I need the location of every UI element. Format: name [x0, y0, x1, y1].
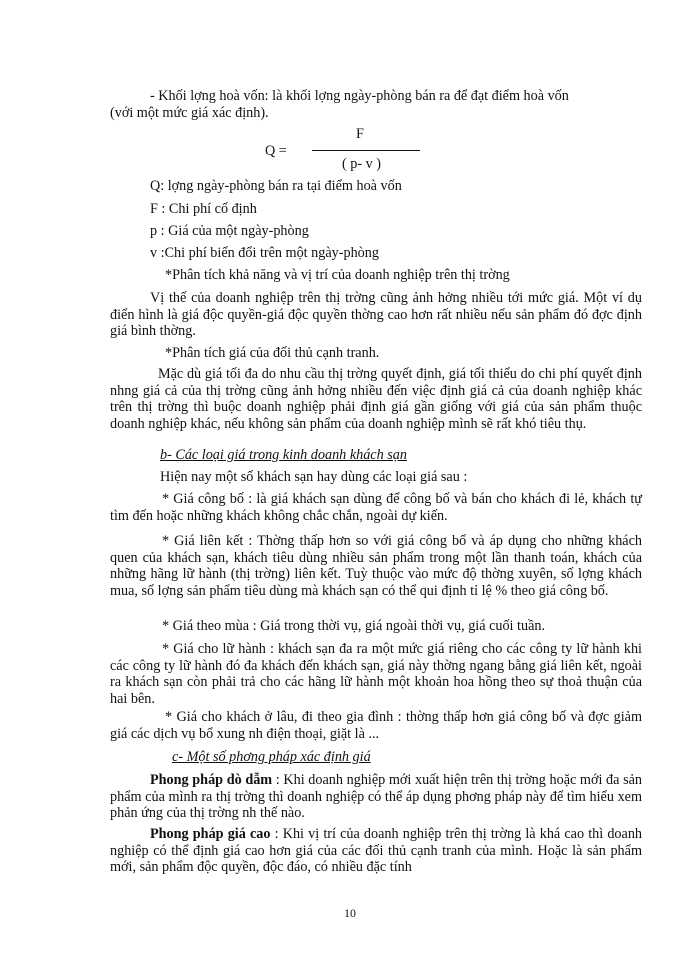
formula-fraction-bar — [312, 150, 420, 151]
method-high-price-text: : Khi vị trí của doanh nghiệp trên thị trờng là khá cao thì doanh nghiệp có thể định giá cao hơn giá của các đối thủ cạnh tranh của mình. Hoặc là sản phẩm mới, sản phẩm độc quyền, độc đáo, có nhiều đặc tính — [110, 826, 643, 875]
heading-market-analysis: *Phân tích khả năng và vị trí của doanh nghiệp trên thị trờng — [165, 267, 510, 283]
section-b-intro: Hiện nay một số khách sạn hay dùng các loại giá sau : — [160, 469, 468, 485]
definition-v: v :Chi phí biến đổi trên một ngày-phòng — [150, 245, 379, 261]
paragraph-competitor: Mặc dù giá tối đa do nhu cầu thị trờng quyết định, giá tối thiểu do chi phí quyết định nhng giá cả của thị trờng cũng ảnh hởng nhiều đến việc định giá cả của doanh nghiệp khác trên thị trờng thì buộc doanh nghiệp phải định giá gần giống với giá của sản phẩm thuộc doanh nghiệp khác, nếu không sản phẩm của doanh nghiệp mình sẽ rất khó tiêu thụ. — [110, 366, 642, 432]
breakeven-volume-line: - Khối lợng hoà vốn: là khối lợng ngày-phòng bán ra để đạt điểm hoà vốn — [150, 88, 569, 104]
paragraph-market-position: Vị thế của doanh nghiệp trên thị trờng cũng ảnh hởng nhiều tới mức giá. Một ví dụ điển hình là giá độc quyền-giá độc quyền thờng cao hơn rất nhiều nếu sản phẩm đó đợc định giá bình thờng. — [110, 290, 642, 339]
definition-f: F : Chi phí cố định — [150, 201, 257, 217]
price-long-stay: * Giá cho khách ở lâu, đi theo gia đình : thờng thấp hơn giá công bố và đợc giảm giá các dịch vụ bổ xung nh điện thoại, giặt là ... — [110, 709, 642, 742]
method-probing-text: : Khi doanh nghiệp mới xuất hiện trên thị trờng hoặc mới đa sản phẩm của mình ra thị trờng thì doanh nghiệp có thể áp dụng phơng pháp này để tìm hiểu xem phản ứng của thị trờng nh thế nào. — [110, 772, 643, 821]
method-probing — [110, 772, 642, 822]
breakeven-volume-line-cont: (với một mức giá xác định). — [110, 105, 269, 121]
section-c-heading: c- Một số phơng pháp xác định giá — [172, 749, 371, 765]
heading-competitor-analysis: *Phân tích giá của đối thủ cạnh tranh. — [165, 345, 380, 361]
page-number: 10 — [344, 906, 356, 920]
price-linked: * Giá liên kết : Thờng thấp hơn so với giá công bố và áp dụng cho những khách quen của khách sạn, khách tiêu dùng nhiều sản phẩm trong một lần thanh toán, khách của những hãng lữ hành (thị trờng) liên kết. Tuỳ thuộc vào mức độ thờng xuyên, số lợng khách mua, số lợng sản phẩm tiêu dùng mà khách sạn có thể qui định tỉ lệ % theo giá công bố. — [110, 533, 642, 599]
method-probing-title: Phong pháp dò dẫm — [150, 772, 273, 788]
formula-lhs: Q = — [265, 143, 287, 159]
formula-denominator: ( p- v ) — [342, 156, 382, 172]
section-b-heading: b- Các loại giá trong kinh doanh khách sạn — [160, 447, 407, 463]
formula-numerator: F — [356, 126, 364, 142]
method-high-price-title: Phong pháp giá cao — [150, 826, 271, 842]
price-public: * Giá công bố : là giá khách sạn dùng để công bố và bán cho khách đi lẻ, khách tự tìm đến hoặc những khách không chắc chắn, ngoài dự kiến. — [110, 491, 642, 524]
price-season: * Giá theo mùa : Giá trong thời vụ, giá ngoài thời vụ, giá cuối tuần. — [162, 618, 546, 634]
price-travel-agency: * Giá cho lữ hành : khách sạn đa ra một mức giá riêng cho các công ty lữ hành khi các công ty lữ hành đó đa khách đến khách sạn, giá này thờng ngang bằng giá liên kết, ngoài ra khách sạn còn phải trả cho các hãng lữ hành một khoản hoa hồng theo sự thoả thuận của hai bên. — [110, 641, 642, 707]
definition-p: p : Giá của một ngày-phòng — [150, 223, 309, 239]
method-high-price — [110, 826, 642, 876]
definition-q: Q: lợng ngày-phòng bán ra tại điểm hoà vốn — [150, 178, 402, 194]
